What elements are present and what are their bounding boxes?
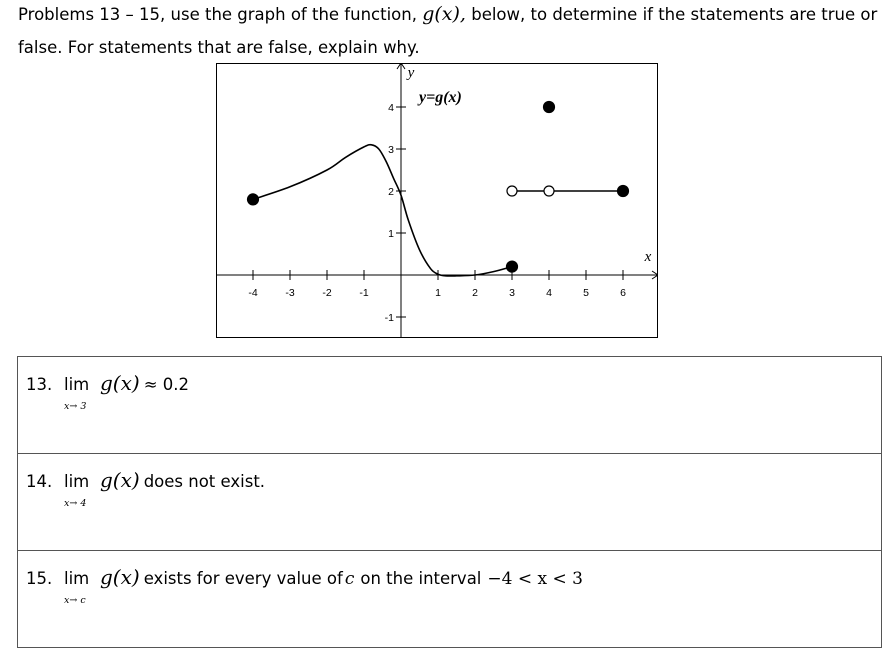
closed-point [507,261,518,272]
y-axis-name: y [407,65,415,81]
variable-c: c [344,569,355,589]
x-tick-label: 3 [509,287,515,299]
y-tick-label: 4 [388,102,394,114]
x-tick-label: 4 [546,287,552,299]
y-tick-label: 1 [388,228,394,240]
lim-text: lim [64,375,90,394]
limit-operator [64,375,100,412]
limit-operator [64,569,100,606]
instructions-text-2: below, to determine if the statements are true or false. For statements that are false, explain why. [18,5,878,57]
lim-text: lim [64,472,90,491]
problem-number: 13. [26,375,53,394]
x-tick-label: -2 [322,287,332,299]
problem-15 [18,551,881,647]
y-tick-label: -1 [384,312,394,324]
problem-14 [18,454,881,551]
instructions [18,0,880,64]
limit-subscript: x→ c [64,595,86,606]
instructions-text-1: Problems 13 – 15, use the graph of the function, [18,5,417,24]
y-tick-label: 2 [388,186,394,198]
statement-text-2: on the interval [360,569,482,588]
problem-13 [18,357,881,454]
problem-number: 15. [26,569,53,588]
x-axis-name: x [644,249,652,265]
interval-expression: −4 < x < 3 [487,569,583,589]
limit-subscript: x→ 3 [64,401,87,412]
x-tick-label: 5 [583,287,589,299]
x-tick-label: -1 [359,287,369,299]
closed-point [544,102,555,113]
statement-text: ≈ 0.2 [143,375,189,394]
problem-number: 14. [26,472,53,491]
function-expression: g(x) [100,565,140,589]
lim-text: lim [64,569,90,588]
x-tick-label: 1 [435,287,441,299]
closed-point [248,194,259,205]
y-tick-label: 3 [388,144,394,156]
function-expression: g(x) [100,468,140,492]
function-graph [216,63,658,338]
open-point [507,186,517,196]
statement-text: exists for every value of [143,569,343,588]
problems-table [17,356,882,648]
function-curve [253,145,512,276]
statement-text: does not exist. [143,472,266,491]
x-tick-label: 2 [472,287,478,299]
x-tick-label: -4 [248,287,258,299]
function-expression: g(x) [100,371,140,395]
limit-operator [64,472,100,509]
closed-point [618,186,629,197]
x-tick-label: 6 [620,287,626,299]
function-label: y=g(x) [419,89,462,106]
open-point [544,186,554,196]
function-name: g(x), [422,3,466,25]
x-tick-label: -3 [285,287,295,299]
limit-subscript: x→ 4 [64,498,87,509]
graph-svg [216,63,658,338]
